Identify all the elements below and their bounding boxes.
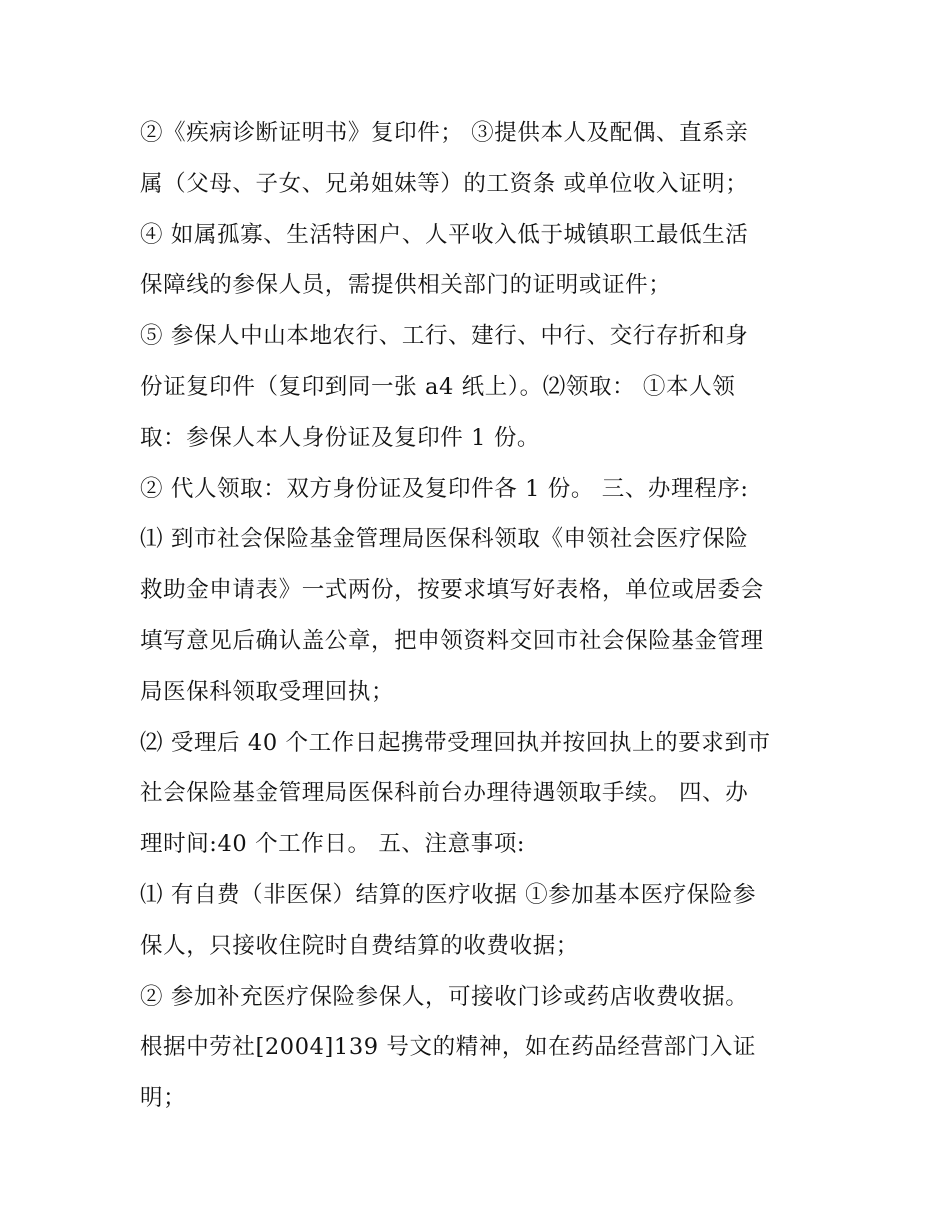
text-line: ② 参加补充医疗保险参保人，可接收门诊或药店收费收据。: [140, 983, 749, 1010]
text-line: ⑵ 受理后 40 个工作日起携带受理回执并按回执上的要求到市: [140, 729, 771, 756]
text-line: 取：参保人本人身份证及复印件 1 份。: [140, 424, 541, 451]
text-line: ②《疾病诊断证明书》复印件； ③提供本人及配偶、直系亲: [140, 120, 749, 146]
text-line: ⑴ 到市社会保险基金管理局医保科领取《申领社会医疗保险: [140, 526, 749, 553]
text-line: 明；: [140, 1085, 187, 1112]
text-line: ⑤ 参保人中山本地农行、工行、建行、中行、交行存折和身: [140, 323, 749, 350]
text-line: 理时间:40 个工作日。 五、注意事项:: [140, 831, 526, 858]
text-line: 填写意见后确认盖公章，把申领资料交回市社会保险基金管理: [140, 627, 764, 654]
text-line: ④ 如属孤寡、生活特困户、人平收入低于城镇职工最低生活: [140, 221, 749, 248]
text-line: 属（父母、子女、兄弟姐妹等）的工资条 或单位收入证明；: [140, 170, 749, 197]
text-line: 根据中劳社[2004]139 号文的精神，如在药品经营部门入证: [140, 1034, 757, 1061]
text-line: ② 代人领取：双方身份证及复印件各 1 份。 三、办理程序:: [140, 475, 749, 502]
text-line: 份证复印件（复印到同一张 a4 纸上）。⑵领取： ①本人领: [140, 373, 736, 400]
text-line: 保障线的参保人员，需提供相关部门的证明或证件；: [140, 272, 672, 299]
text-line: 救助金申请表》一式两份，按要求填写好表格，单位或居委会: [140, 577, 764, 604]
text-line: ⑴ 有自费（非医保）结算的医疗收据 ①参加基本医疗保险参: [140, 881, 757, 908]
text-line: 局医保科领取受理回执；: [140, 678, 395, 705]
text-line: 社会保险基金管理局医保科前台办理待遇领取手续。 四、办: [140, 780, 749, 807]
text-line: 保人，只接收住院时自费结算的收费收据；: [140, 932, 579, 959]
document-body: [140, 108, 820, 1124]
